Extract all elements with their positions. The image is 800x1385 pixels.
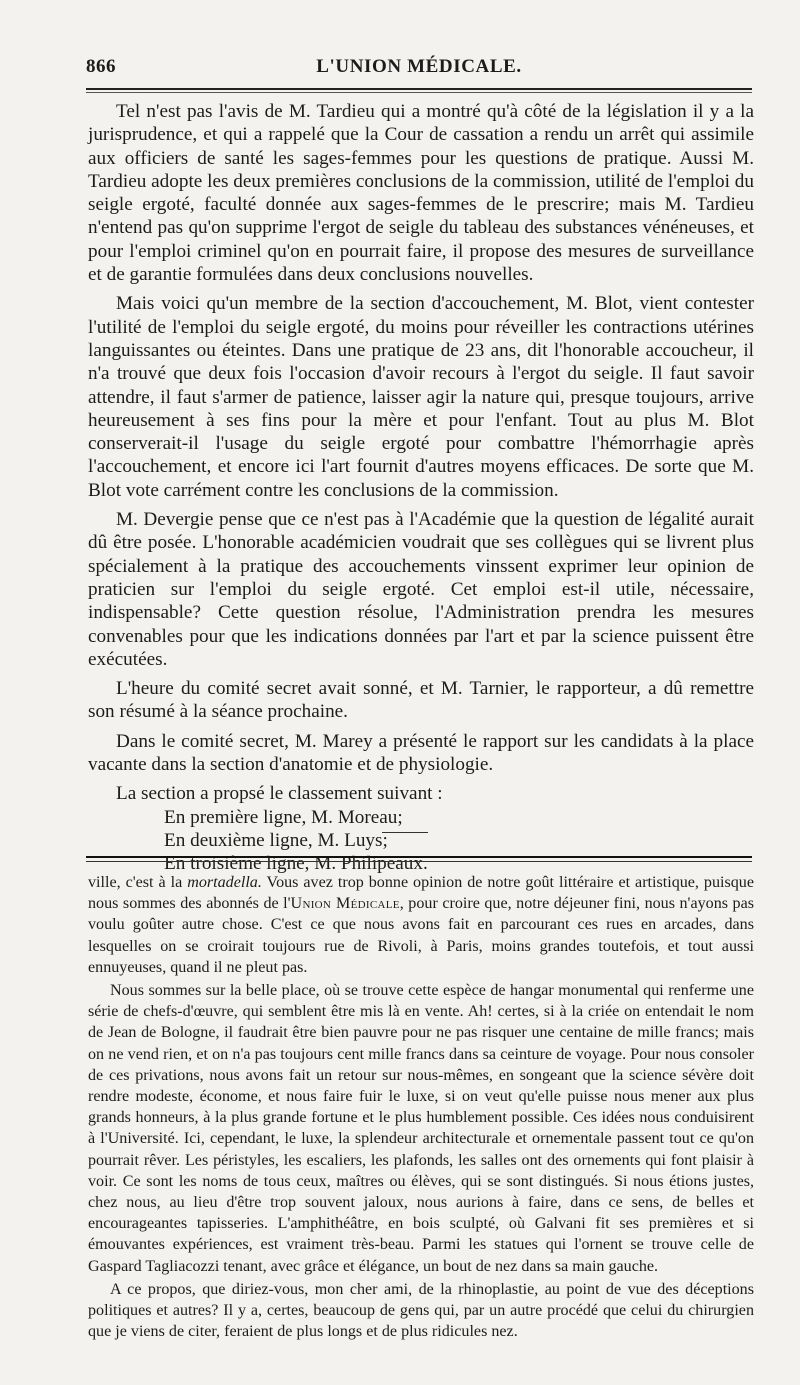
feuilleton-rule	[86, 856, 752, 858]
feuilleton-article	[88, 872, 754, 1342]
journal-name: Union Médicale	[290, 895, 400, 913]
paragraph: A ce propos, que diriez-vous, mon cher ami, de la rhinoplastie, au point de vue des déceptions politiques et autres? Il y a, certes, beaucoup de gens qui, par un autre procédé que celui du chirurgien que je viens de citer, feraient de plus longs et de plus ridicules nez.	[88, 1280, 754, 1341]
italic-text: mortadella.	[187, 874, 262, 891]
paragraph: M. Devergie pense que ce n'est pas à l'Académie que la question de légalité aurait dû être posée. L'honorable académicien voudrait que ses collègues qui se livrent plus spécialement à la pratique des accouchements vinssent exprimer leur opinion de praticien sur l'emploi du seigle ergoté. Cet emploi est-il utile, nécessaire, indispensable? Cette question résolue, l'Administration prendra les mesures convenables pour que les indications données par l'art et par la science puissent être exécutées.	[88, 509, 754, 670]
candidate-list	[88, 806, 754, 876]
paragraph	[88, 872, 754, 978]
list-item: En deuxième ligne, M. Luys;	[164, 829, 388, 851]
section-end-rule	[382, 832, 428, 833]
paragraph: La section a propsé le classement suivant :	[116, 783, 443, 805]
paragraph: Dans le comité secret, M. Marey a présenté le rapport sur les candidats à la place vacante dans la section d'anatomie et de physiologie.	[88, 730, 754, 776]
journal-title: L'UNION MÉDICALE.	[316, 56, 522, 77]
main-article	[88, 100, 754, 876]
paragraph: L'heure du comité secret avait sonné, et M. Tarnier, le rapporteur, a dû remettre son résumé à la séance prochaine.	[88, 678, 754, 723]
text-run: Vous avez trop bonne opinion de notre goût littéraire et artistique, puisque nous sommes des abonnés de l'	[88, 874, 754, 913]
header-rule	[86, 88, 752, 90]
paragraph: Mais voici qu'un membre de la section d'accouchement, M. Blot, vient contester l'utilité de l'emploi du seigle ergoté, du moins pour réveiller les contractions utérines languissantes ou éteintes. Dans une pratique de 23 ans, dit l'honorable accoucheur, il n'a trouvé que deux fois l'occasion d'avoir recours à l'ergot du seigle. Il faut savoir attendre, il faut s'armer de patience, laisser agir la nature qui, presque toujours, arrive heureusement à ses fins pour la mère et pour l'enfant. Tout au plus M. Blot conserverait-il l'usage du seigle ergoté pour combattre l'hémorrhagie après l'accouchement, et encore ici l'art fournit d'autres moyens efficaces. De sorte que M. Blot vote carrément contre les conclusions de la commission.	[88, 293, 754, 501]
page-header	[86, 54, 752, 84]
text-run: , pour croire que, notre déjeuner fini, nous n'ayons pas voulu goûter autre chose. C'est ce que nous avons fait en parcourant ces rues en arcades, dans lesquelles on se croirait toujours rue de Rivoli, à Paris, moins grandes toutefois, et tout aussi ennuyeuses, quand il ne pleut pas.	[88, 895, 754, 976]
page-number: 866	[86, 56, 116, 77]
text-run: ville, c'est à la	[88, 874, 188, 891]
header-rule-thin	[86, 92, 752, 93]
paragraph: Nous sommes sur la belle place, où se trouve cette espèce de hangar monumental qui renferme une série de chefs-d'œuvre, qui semblent être mis là en vente. Ah! certes, si à la criée on entendait le nom de Jean de Bologne, il faudrait être bien pauvre pour ne pas risquer une centaine de mille francs; mais on ne vend rien, et on n'a pas toujours cent mille francs dans sa ceinture de voyage. Pour nous consoler de ces privations, nous avons fait un retour sur nous-mêmes, en songeant que la science sévère doit rendre modeste, économe, et nous faire fuir le luxe, si on veut qu'elle puisse nous mener aux plus grands honneurs, à la plus grande fortune et le plus humblement possible. Ces idées nous conduisirent à l'Université. Ici, cependant, le luxe, la splendeur architecturale et ornementale passent tout ce qu'on pourrait rêver. Les péristyles, les escaliers, les plafonds, les salles ont des ornements qui font plaisir à voir. Ce sont les noms de tous ceux, maîtres ou élèves, qui se sont distingués. Si nous étions justes, chez nous, au lieu d'être trop souvent jaloux, nous aurions à faire, dans ce sens, de belles et encourageantes tapisseries. L'amphithéâtre, en bois sculpté, où Galvani fit ses premières et si émouvantes expériences, est vraiment très-beau. Parmi les statues qui l'ornent se trouve celle de Gaspard Tagliacozzi tenant, avec grâce et élégance, un bout de nez dans sa main gauche.	[88, 982, 754, 1275]
paragraph: Tel n'est pas l'avis de M. Tardieu qui a montré qu'à côté de la législation il y a la jurisprudence, et qui a rappelé que la Cour de cassation a rendu un arrêt qui assimile aux officiers de santé les sages-femmes pour les questions de pratique. Aussi M. Tardieu adopte les deux premières conclusions de la commission, utilité de l'emploi du seigle ergoté, faculté donnée aux sages-femmes de le prescrire; mais M. Tardieu n'entend pas qu'on supprime l'ergot de seigle du tableau des substances vénéneuses, et pour l'emploi criminel qu'on en pourrait faire, il propose des mesures de surveillance et de garantie formulées dans deux conclusions nouvelles.	[88, 101, 754, 286]
feuilleton-rule-thin	[86, 861, 752, 862]
list-item: En troisième ligne, M. Philipeaux.	[164, 853, 428, 875]
list-item: En première ligne, M. Moreau;	[164, 806, 403, 828]
